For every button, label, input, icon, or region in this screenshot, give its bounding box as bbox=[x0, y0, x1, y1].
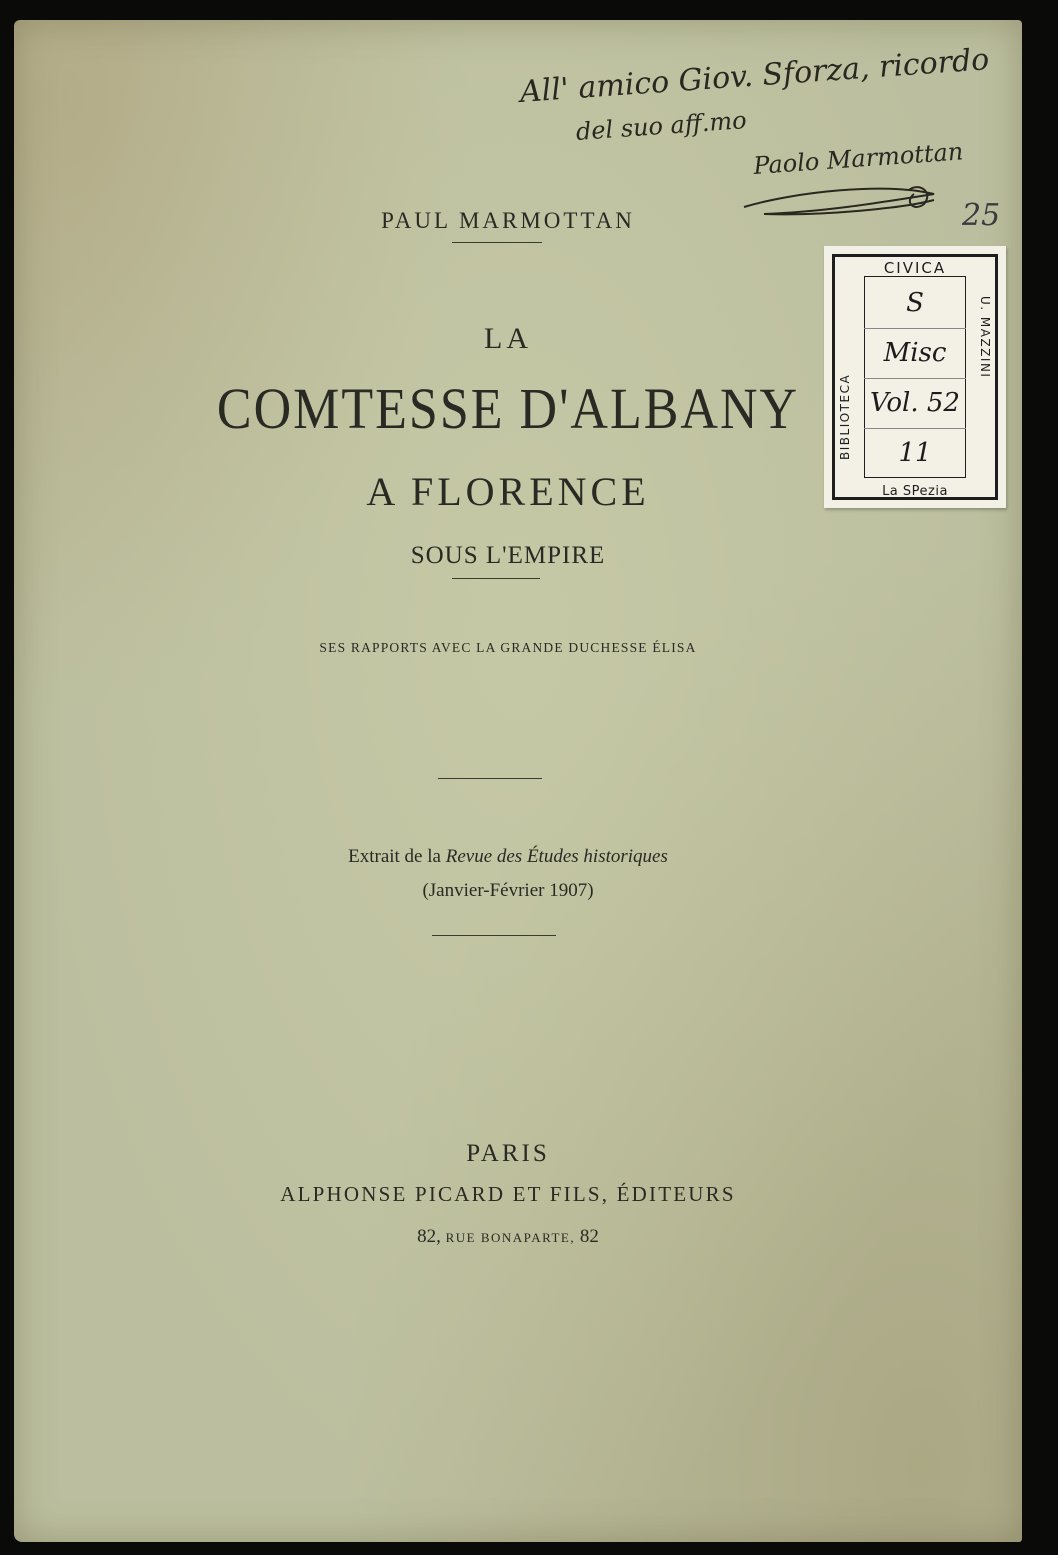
publication-place: PARIS bbox=[466, 1140, 550, 1167]
label-entry-2: Misc bbox=[864, 328, 966, 379]
extract-note bbox=[4, 846, 1012, 868]
label-entry-1: S bbox=[864, 278, 966, 329]
address-street: RUE BONAPARTE, bbox=[445, 1230, 576, 1245]
divider-rule bbox=[452, 578, 540, 579]
title-subtitle: SOUS L'EMPIRE bbox=[410, 542, 606, 569]
dedication-line-2: del suo aff.mo bbox=[575, 106, 748, 146]
divider-rule bbox=[438, 778, 542, 779]
svg-text:Paolo Marmottan: Paolo Marmottan bbox=[752, 137, 965, 180]
divider-rule bbox=[432, 935, 556, 936]
label-left-words: BIBLIOTECA bbox=[838, 373, 852, 460]
label-entry-3: Vol. 52 bbox=[864, 378, 966, 429]
journal-name: Revue des Études historiques bbox=[445, 846, 668, 867]
book-cover bbox=[14, 20, 1022, 1542]
label-entry-4: 11 bbox=[898, 438, 932, 468]
author-name: PAUL MARMOTTAN bbox=[381, 208, 635, 233]
book-title: COMTESSE D'ALBANY bbox=[216, 377, 800, 442]
publisher-name: ALPHONSE PICARD ET FILS, ÉDITEURS bbox=[280, 1182, 736, 1206]
issue-dates: (Janvier-Février 1907) bbox=[422, 880, 594, 901]
publisher-address bbox=[4, 1226, 1012, 1248]
address-number-1: 82, bbox=[417, 1226, 441, 1247]
shelfmark-number: 25 bbox=[962, 198, 1001, 233]
title-city: A FLORENCE bbox=[366, 469, 650, 514]
label-bottom-text: La SPezia bbox=[882, 484, 948, 499]
dedication-line-1: All' amico Giov. Sforza, ricordo bbox=[518, 42, 991, 110]
label-top-text: CIVICA bbox=[883, 259, 947, 277]
title-article: LA bbox=[484, 322, 532, 355]
address-number-2: 82 bbox=[579, 1226, 599, 1247]
divider-rule bbox=[452, 242, 542, 243]
label-right-words: U. MAZZINI bbox=[978, 296, 992, 379]
subtitle-rapports: SES RAPPORTS AVEC LA GRANDE DUCHESSE ÉLISA bbox=[319, 640, 697, 655]
extract-prefix: Extrait de la bbox=[348, 846, 441, 867]
